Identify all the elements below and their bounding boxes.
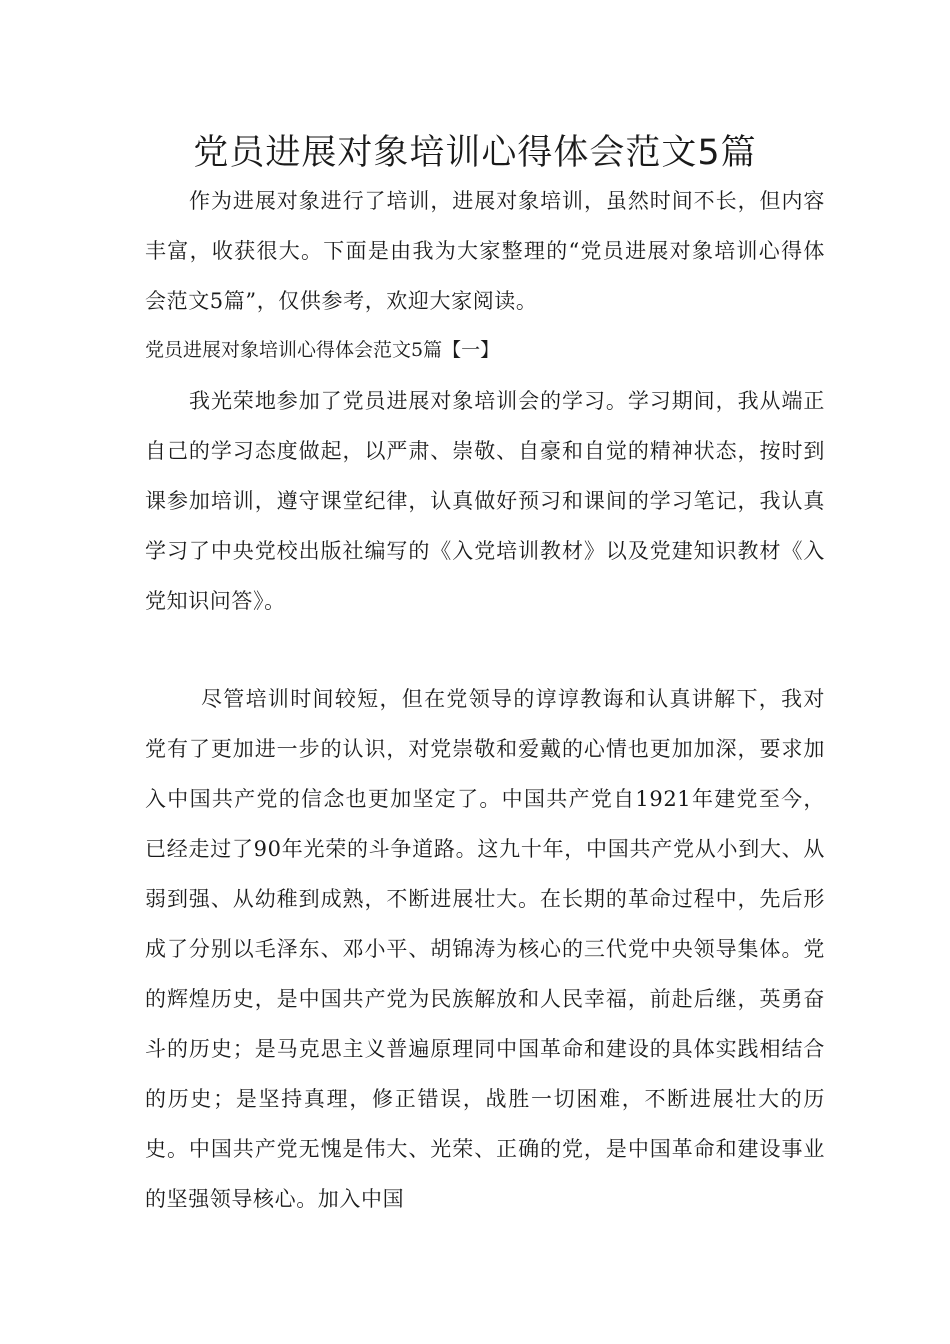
body-paragraph-2: 尽管培训时间较短，但在党领导的谆谆教诲和认真讲解下，我对党有了更加进一步的认识，对党崇敬和爱戴的心情也更加加深，要求加入中国共产党的信念也更加坚定了。中国共产党自1921年建党至今，已经走过了90年光荣的斗争道路。这九十年，中国共产党从小到大、从弱到强、从幼稚到成熟，不断进展壮大。在长期的革命过程中，先后形成了分别以毛泽东、邓小平、胡锦涛为核心的三代党中央领导集体。党的辉煌历史，是中国共产党为民族解放和人民幸福，前赴后继，英勇奋斗的历史；是马克思主义普遍原理同中国革命和建设的具体实践相结合的历史；是坚持真理，修正错误，战胜一切困难，不断进展壮大的历史。中国共产党无愧是伟大、光荣、正确的党，是中国革命和建设事业的坚强领导核心。加入中国 bbox=[145, 687, 825, 1211]
intro-paragraph: 作为进展对象进行了培训，进展对象培训，虽然时间不长，但内容丰富，收获很大。下面是由我为大家整理的“党员进展对象培训心得体会范文5篇”，仅供参考，欢迎大家阅读。 bbox=[145, 189, 825, 313]
section-heading: 党员进展对象培训心得体会范文5篇【一】 bbox=[145, 339, 500, 361]
document-title: 党员进展对象培训心得体会范文5篇 bbox=[193, 133, 757, 173]
body-paragraph-1: 我光荣地参加了党员进展对象培训会的学习。学习期间，我从端正自己的学习态度做起，以严肃、崇敬、自豪和自觉的精神状态，按时到课参加培训，遵守课堂纪律，认真做好预习和课间的学习笔记，我认真学习了中央党校出版社编写的《入党培训教材》以及党建知识教材《入党知识问答》。 bbox=[145, 389, 825, 613]
